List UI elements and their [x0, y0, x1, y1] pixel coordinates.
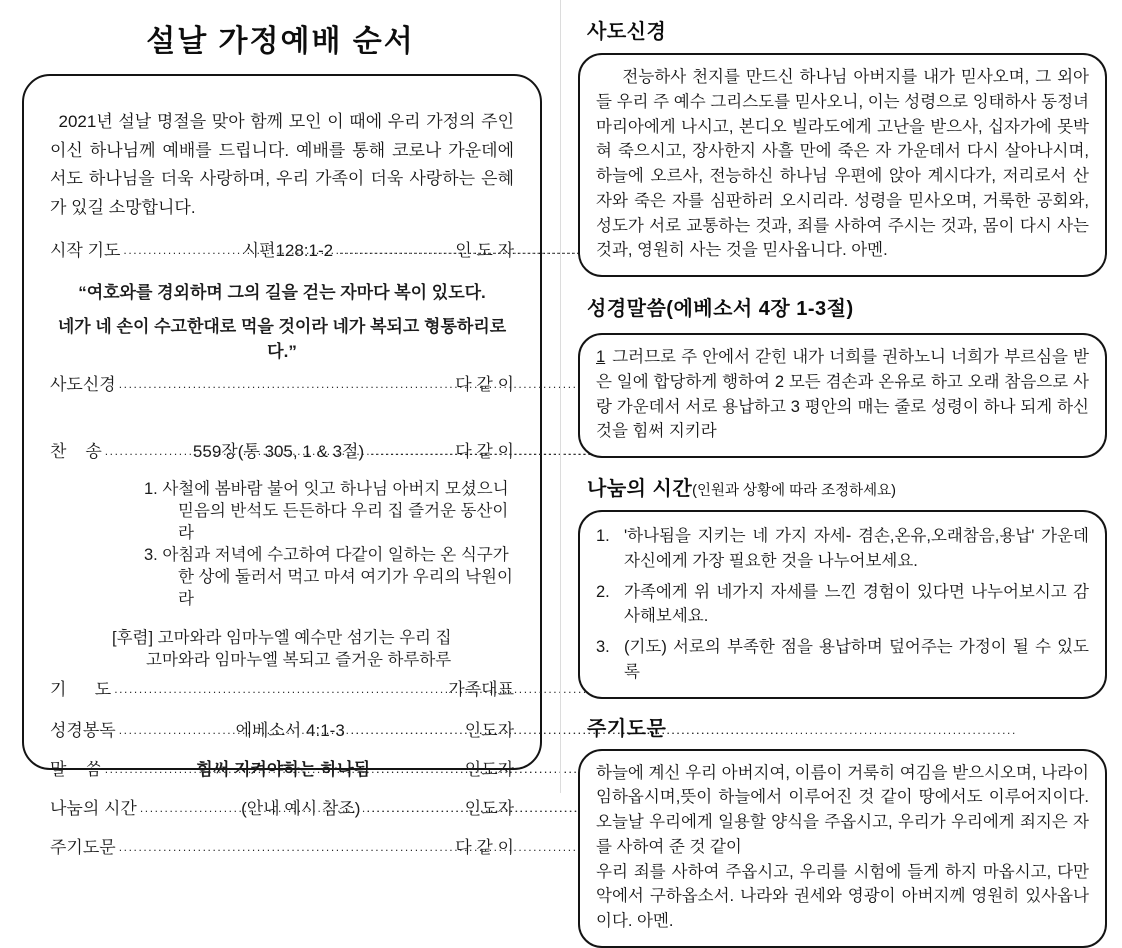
order-leader: 가족대표	[448, 680, 514, 700]
hymn-chorus-line1: [후렴] 고마와라 임마누엘 예수만 섬기는 우리 집	[112, 629, 452, 648]
leader-dots	[367, 439, 455, 464]
scripture-body: 그러므로 주 안에서 갇힌 내가 너희를 권하노니 너희가 부르심을 받은 일에 합당하게 행하여 2 모든 겸손과 온유로 하고 오래 참음으로 사랑 가운데서 서로 용납하고 3 평안의 매는 줄로 성령이 하나 되게 하신 것을 힘써 지키라	[596, 348, 1089, 441]
hymn-verse1-line2: 믿음의 반석도 든든하다 우리 집 즐거운 동산이라	[178, 502, 509, 543]
leader-dots	[116, 372, 456, 397]
apostles-creed-heading: 사도신경	[587, 21, 667, 43]
leader-dots	[102, 757, 194, 782]
sharing-time-title: 나눔의 시간	[587, 478, 693, 500]
sharing-time-box	[578, 510, 1107, 699]
order-row-sermon	[50, 757, 514, 784]
lords-prayer-box	[578, 749, 1107, 948]
leader-dots	[137, 796, 238, 821]
scripture-heading: 성경말씀(에베소서 4장 1-3절)	[587, 298, 854, 320]
order-row-opening-prayer	[50, 238, 514, 265]
order-label: 사도신경	[50, 375, 116, 395]
order-row-scripture-reading	[50, 718, 514, 745]
scripture-box	[578, 333, 1107, 458]
order-label: 말 씀	[50, 760, 102, 780]
leader-dots	[348, 718, 465, 743]
order-label: 주기도문	[50, 838, 116, 858]
sharing-item-2	[596, 580, 1089, 630]
order-label: 찬 송	[50, 442, 102, 462]
leader-dots	[111, 677, 448, 702]
order-label: 성경봉독	[50, 721, 116, 741]
order-leader: 다 같 이	[455, 442, 514, 462]
order-label: 기 도	[50, 680, 112, 700]
leader-dots	[116, 835, 456, 860]
intro-paragraph: 2021년 설날 명절을 맞아 함께 모인 이 때에 우리 가정의 주인이신 하나님께 예배를 드립니다. 예배를 통해 코로나 가운데에서도 하나님을 더욱 사랑하며, 우리 가족이 더욱 사랑하는 은혜가 있길 소망합니다.	[50, 112, 514, 217]
sharing-item-number: 1.	[596, 527, 610, 545]
sharing-item-text: '하나됨을 지키는 네 가지 자세- 겸손,온유,오래참음,용납' 가운데 자신에게 가장 필요한 것을 나누어보세요.	[624, 527, 1089, 570]
lords-prayer-body-line1: 하늘에 계신 우리 아버지여, 이름이 거룩히 여김을 받으시오며, 나라이 임하옵시며,뜻이 하늘에서 이루어진 것 같이 땅에서도 이루어지이다. 오늘날 우리에게 일용할 양식을 주옵시고, 우리가 우리에게 죄지은 자를 사하여 준 것 같이	[596, 763, 1089, 856]
hymn-verse1-line1: 1. 사철에 봄바람 불어 잇고 하나님 아버지 모셨으니	[144, 480, 509, 499]
order-leader: 다 같 이	[455, 838, 514, 858]
leader-dots	[336, 238, 455, 263]
order-row-hymn	[50, 439, 514, 466]
leader-dots	[373, 757, 465, 782]
order-label: 시작 기도	[50, 241, 121, 261]
order-row-lords-prayer	[50, 835, 514, 862]
order-center-text: 에베소서 4:1-3	[235, 721, 345, 741]
sharing-item-1	[596, 524, 1089, 574]
order-center-text: 559장(통 305, 1 & 3절)	[192, 442, 365, 462]
apostles-creed-box	[578, 53, 1107, 277]
order-leader: 인도자	[464, 799, 514, 819]
verse-quote-line2: 네가 네 손이 수고한대로 먹을 것이라 네가 복되고 형통하리로다.”	[57, 317, 507, 362]
order-row-prayer	[50, 677, 514, 704]
lords-prayer-body-line2: 우리 죄를 사하여 주옵시고, 우리를 시험에 들게 하지 마옵시고, 다만 악에서 구하옵소서. 나라와 권세와 영광이 아버지께 영원히 있사옵나이다. 아멘.	[596, 862, 1089, 930]
hymn-spacer	[112, 610, 514, 627]
order-of-service-box	[22, 74, 542, 858]
sharing-item-number: 3.	[596, 638, 610, 656]
lords-prayer-heading: 주기도문	[587, 717, 667, 740]
sermon-title: 힘써 지켜야하는 하나됨	[196, 760, 371, 780]
leader-dots	[120, 238, 239, 263]
hymn-chorus-line2: 고마와라 임마누엘 복되고 즐거운 하루하루	[146, 651, 452, 670]
sharing-item-3	[596, 635, 1089, 685]
order-center-text: 시편128:1-2	[242, 241, 334, 261]
hymn-lyrics	[50, 478, 514, 671]
hymn-verse3-line1: 3. 아침과 저녁에 수고하여 다같이 일하는 온 식구가	[144, 546, 509, 565]
sharing-time-heading	[587, 472, 1107, 501]
hymn-verse3-line2: 한 상에 둘러서 먹고 마셔 여기가 우리의 낙원이라	[178, 568, 513, 609]
leader-dots	[102, 439, 190, 464]
leader-dots	[363, 796, 464, 821]
scripture-verse-number: 1	[596, 348, 606, 366]
order-leader: 인도자	[464, 760, 515, 780]
verse-quote-line1: “여호와를 경외하며 그의 길을 걷는 자마다 복이 있도다.	[78, 283, 486, 303]
page-right	[561, 0, 1122, 930]
sharing-item-text: (기도) 서로의 부족한 점을 용납하며 덮어주는 가정이 될 수 있도록	[624, 638, 1089, 681]
order-leader: 인 도 자	[455, 241, 514, 261]
page-title: 설날 가정예배 순서	[146, 25, 415, 58]
order-leader: 인도자	[464, 721, 514, 741]
sharing-item-text: 가족에게 위 네가지 자세를 느낀 경험이 있다면 나누어보시고 감사해보세요.	[624, 582, 1089, 626]
apostles-creed-body: 전능하사 천지를 만드신 하나님 아버지를 내가 믿사오며, 그 외아들 우리 주 예수 그리스도를 믿사오니, 이는 성령으로 잉태하사 동정녀 마리아에게 나시고, 본디오 빌라도에게 고난을 받으사, 십자가에 못박혀 죽으시고, 장사한지 사흘 만에 죽은 자 가운데서 다시 살아나시며, 하늘에 오르사, 전능하신 하나님 우편에 앉아 계시다가, 저리로서 산 자와 죽은 자를 심판하러 오시리라. 성령을 믿사오며, 거룩한 공회와, 성도가 서로 교통하는 것과, 죄를 사하여 주시는 것과, 몸이 다시 사는 것과, 영원히 사는 것을 믿사옵니다. 아멘.	[596, 68, 1089, 260]
sharing-time-subheading: (인원과 상황에 따라 조정하세요)	[692, 483, 897, 499]
order-center-text: (안내 예시 참조)	[241, 799, 361, 819]
order-leader: 다 같 이	[455, 375, 514, 395]
order-row-sharing-time	[50, 796, 514, 823]
leader-dots	[116, 718, 233, 743]
sharing-item-number: 2.	[596, 582, 610, 601]
order-row-apostles-creed	[50, 372, 514, 399]
page-left	[0, 0, 561, 858]
order-label: 나눔의 시간	[50, 799, 137, 819]
